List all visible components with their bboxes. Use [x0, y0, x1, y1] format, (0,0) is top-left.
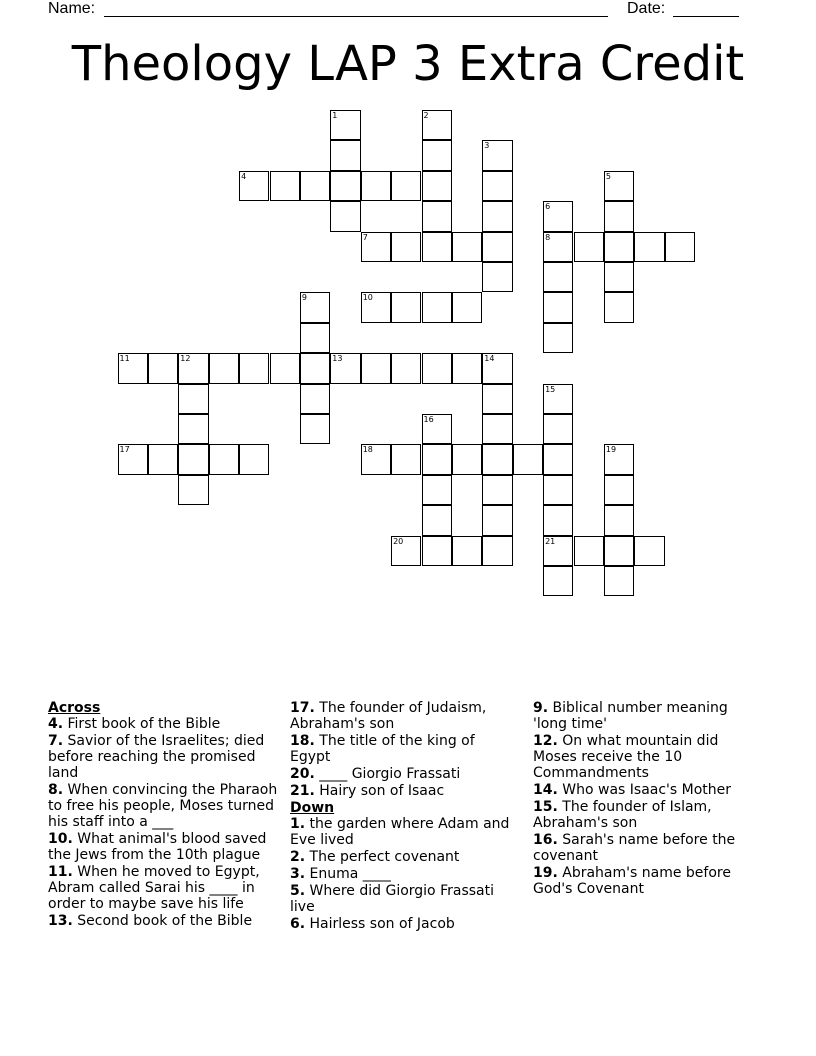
grid-cell[interactable]: [543, 536, 573, 566]
clue-item-number: 8.: [48, 782, 64, 798]
grid-cell[interactable]: [482, 475, 512, 505]
grid-cell[interactable]: [574, 232, 604, 262]
grid-cell[interactable]: [391, 444, 421, 474]
page-title: Theology LAP 3 Extra Credit: [71, 36, 745, 92]
grid-cell[interactable]: [422, 353, 452, 383]
grid-cell[interactable]: [270, 171, 300, 201]
clue-number: 12: [180, 354, 191, 364]
clue-item-text: The founder of Islam, Abraham's son: [533, 799, 712, 831]
clue-number: 2: [423, 111, 429, 120]
clue-number: 3: [484, 141, 490, 151]
grid-cell[interactable]: [543, 262, 573, 292]
clue-item: [533, 782, 755, 798]
clue-item-number: 3.: [290, 866, 306, 882]
clue-number: 21: [545, 536, 556, 546]
clue-item-number: 12.: [533, 733, 558, 749]
grid-cell[interactable]: [543, 201, 573, 231]
grid-cell[interactable]: [118, 444, 148, 474]
grid-cell[interactable]: [178, 384, 208, 414]
clue-column-3: [533, 700, 755, 898]
grid-cell[interactable]: [391, 353, 421, 383]
grid-cell[interactable]: [543, 323, 573, 353]
grid-cell[interactable]: [452, 536, 482, 566]
clue-number: 14: [484, 354, 495, 364]
grid-cell[interactable]: [330, 171, 360, 201]
grid-cell[interactable]: [178, 475, 208, 505]
clue-item-text: Where did Giorgio Frassati live: [290, 883, 494, 915]
clue-item-text: ____ Giorgio Frassati: [314, 766, 461, 782]
clue-item-text: Biblical number meaning 'long time': [533, 700, 728, 732]
clue-item-text: Who was Isaac's Mother: [557, 782, 732, 798]
grid-cell[interactable]: [391, 232, 421, 262]
grid-cell[interactable]: [391, 292, 421, 322]
grid-cell[interactable]: [330, 201, 360, 231]
clue-item-number: 16.: [533, 832, 558, 848]
grid-cell[interactable]: [482, 262, 512, 292]
grid-cell[interactable]: [482, 353, 512, 383]
clue-item-number: 21.: [290, 783, 315, 799]
grid-cell[interactable]: [513, 444, 543, 474]
clue-item-text: The founder of Judaism, Abraham's son: [290, 700, 487, 732]
down-clue-list-continued: [533, 700, 755, 897]
clue-item-number: 9.: [533, 700, 549, 716]
grid-cell[interactable]: [422, 140, 452, 170]
clue-item-number: 11.: [48, 864, 73, 880]
clue-item-text: Abraham's name before God's Covenant: [533, 865, 731, 897]
clue-item: [290, 700, 512, 732]
clue-item: [290, 783, 512, 799]
grid-cell[interactable]: [422, 171, 452, 201]
across-clue-list: [48, 716, 280, 929]
grid-cell[interactable]: [604, 475, 634, 505]
clue-number: 10: [362, 293, 373, 303]
grid-cell[interactable]: [118, 353, 148, 383]
clue-number: 1: [332, 111, 338, 120]
clue-column-1: [48, 700, 280, 930]
clue-item: [290, 766, 512, 782]
clue-item-number: 10.: [48, 831, 73, 847]
grid-cell[interactable]: [604, 201, 634, 231]
clue-item-text: Hairy son of Isaac: [314, 783, 445, 799]
clue-item: [48, 913, 280, 929]
grid-cell[interactable]: [300, 353, 330, 383]
grid-cell[interactable]: [209, 444, 239, 474]
grid-cell[interactable]: [422, 475, 452, 505]
grid-cell[interactable]: [209, 353, 239, 383]
clue-number: 15: [545, 384, 556, 394]
clue-item-text: Sarah's name before the covenant: [533, 832, 736, 864]
clue-item: [290, 883, 512, 915]
down-clue-list: [290, 816, 512, 932]
clue-item: [290, 849, 512, 865]
grid-cell[interactable]: [634, 232, 664, 262]
grid-cell[interactable]: [300, 384, 330, 414]
grid-cell[interactable]: [543, 292, 573, 322]
clue-item-text: Enuma ____: [305, 866, 391, 882]
clue-item: [48, 733, 280, 781]
grid-cell[interactable]: [300, 292, 330, 322]
clue-item-number: 19.: [533, 865, 558, 881]
date-label: Date:: [627, 0, 666, 17]
clue-item-text: When convincing the Pharaoh to free his people, Moses turned his staff into a ___: [48, 782, 278, 830]
grid-cell[interactable]: [482, 232, 512, 262]
grid-cell[interactable]: [482, 536, 512, 566]
clue-number: 18: [362, 445, 373, 455]
clue-item: [290, 733, 512, 765]
grid-cell[interactable]: [482, 444, 512, 474]
grid-cell[interactable]: [178, 444, 208, 474]
grid-cell[interactable]: [604, 232, 634, 262]
clue-number: 17: [119, 445, 130, 455]
clue-item: [290, 916, 512, 932]
clue-item-text: The title of the king of Egypt: [290, 733, 475, 765]
grid-cell[interactable]: [482, 140, 512, 170]
grid-cell[interactable]: [543, 505, 573, 535]
clue-item: [48, 782, 280, 830]
clue-item: [290, 816, 512, 848]
clue-number: 13: [332, 354, 343, 364]
down-heading: Down: [290, 800, 335, 816]
clue-number: 9: [301, 293, 307, 303]
clue-item-text: First book of the Bible: [63, 716, 221, 732]
grid-cell[interactable]: [422, 505, 452, 535]
clue-item-text: the garden where Adam and Eve lived: [290, 816, 510, 848]
across-clue-list-continued: [290, 700, 512, 799]
clue-column-2: [290, 700, 512, 933]
grid-cell[interactable]: [422, 232, 452, 262]
grid-cell[interactable]: [604, 536, 634, 566]
grid-cell[interactable]: [148, 444, 178, 474]
grid-cell[interactable]: [543, 475, 573, 505]
clue-item-number: 7.: [48, 733, 64, 749]
grid-cell[interactable]: [361, 171, 391, 201]
clue-item: [48, 831, 280, 863]
grid-cell[interactable]: [452, 444, 482, 474]
grid-cell[interactable]: [361, 292, 391, 322]
name-label: Name:: [48, 0, 96, 17]
clue-item-number: 6.: [290, 916, 306, 932]
grid-cell[interactable]: [422, 201, 452, 231]
grid-cell[interactable]: [452, 232, 482, 262]
clue-item-text: Savior of the Israelites; died before reaching the promised land: [48, 733, 265, 781]
grid-cell[interactable]: [482, 384, 512, 414]
clue-item-number: 5.: [290, 883, 306, 899]
grid-cell[interactable]: [178, 353, 208, 383]
clue-item: [290, 866, 512, 882]
clue-number: 7: [362, 232, 368, 242]
clue-number: 6: [545, 202, 551, 212]
grid-cell[interactable]: [482, 414, 512, 444]
clue-item-number: 2.: [290, 849, 306, 865]
grid-cell[interactable]: [300, 414, 330, 444]
grid-cell[interactable]: [604, 171, 634, 201]
grid-cell[interactable]: [452, 292, 482, 322]
clue-item: [533, 832, 755, 864]
clue-item-text: On what mountain did Moses receive the 10 Commandments: [533, 733, 719, 781]
grid-cell[interactable]: [361, 232, 391, 262]
grid-cell[interactable]: [422, 536, 452, 566]
grid-cell[interactable]: [239, 171, 269, 201]
clue-number: 20: [393, 536, 404, 546]
grid-cell[interactable]: [422, 414, 452, 444]
grid-cell[interactable]: [330, 140, 360, 170]
grid-cell[interactable]: [543, 232, 573, 262]
grid-cell[interactable]: [422, 110, 452, 140]
grid-cell[interactable]: [482, 171, 512, 201]
clue-item-number: 20.: [290, 766, 315, 782]
across-heading: Across: [48, 700, 101, 716]
grid-cell[interactable]: [391, 536, 421, 566]
grid-cell[interactable]: [482, 505, 512, 535]
clue-item-number: 18.: [290, 733, 315, 749]
grid-cell[interactable]: [270, 353, 300, 383]
grid-cell[interactable]: [148, 353, 178, 383]
clue-item-number: 15.: [533, 799, 558, 815]
grid-cell[interactable]: [604, 262, 634, 292]
grid-cell[interactable]: [422, 444, 452, 474]
grid-cell[interactable]: [604, 444, 634, 474]
grid-cell[interactable]: [452, 353, 482, 383]
clue-item: [48, 864, 280, 912]
grid-cell[interactable]: [178, 414, 208, 444]
clue-item-number: 4.: [48, 716, 64, 732]
grid-cell[interactable]: [543, 384, 573, 414]
clue-item-number: 17.: [290, 700, 315, 716]
clue-number: 11: [119, 354, 130, 364]
grid-cell[interactable]: [482, 201, 512, 231]
grid-cell[interactable]: [604, 566, 634, 596]
grid-cell[interactable]: [634, 536, 664, 566]
grid-cell[interactable]: [300, 323, 330, 353]
clue-item: [533, 799, 755, 831]
clue-item-text: The perfect covenant: [305, 849, 460, 865]
grid-cell[interactable]: [361, 444, 391, 474]
clue-item: [533, 733, 755, 781]
clue-number: 4: [241, 171, 247, 181]
grid-cell[interactable]: [543, 444, 573, 474]
clue-item: [533, 865, 755, 897]
clue-item: [533, 700, 755, 732]
grid-cell[interactable]: [604, 292, 634, 322]
clue-item-number: 1.: [290, 816, 306, 832]
grid-cell[interactable]: [543, 414, 573, 444]
grid-cell[interactable]: [422, 292, 452, 322]
grid-cell[interactable]: [330, 110, 360, 140]
clue-item-text: Hairless son of Jacob: [305, 916, 455, 932]
grid-cell[interactable]: [391, 171, 421, 201]
grid-cell[interactable]: [574, 536, 604, 566]
grid-cell[interactable]: [239, 353, 269, 383]
grid-cell[interactable]: [604, 505, 634, 535]
grid-cell[interactable]: [361, 353, 391, 383]
clue-item-text: What animal's blood saved the Jews from the 10th plague: [48, 831, 267, 863]
clue-number: 5: [605, 171, 611, 181]
grid-cell[interactable]: [330, 353, 360, 383]
grid-cell[interactable]: [239, 444, 269, 474]
grid-cell[interactable]: [300, 171, 330, 201]
grid-cell[interactable]: [665, 232, 695, 262]
clue-item: [48, 716, 280, 732]
grid-cell[interactable]: [543, 566, 573, 596]
clue-number: 16: [423, 415, 434, 424]
clue-item-number: 13.: [48, 913, 73, 929]
clue-number: 8: [545, 232, 551, 242]
clue-number: 19: [605, 445, 617, 455]
clue-item-number: 14.: [533, 782, 558, 798]
clue-item-text: Second book of the Bible: [72, 913, 253, 929]
clue-item-text: When he moved to Egypt, Abram called Sarai his ____ in order to maybe save his life: [48, 864, 260, 912]
